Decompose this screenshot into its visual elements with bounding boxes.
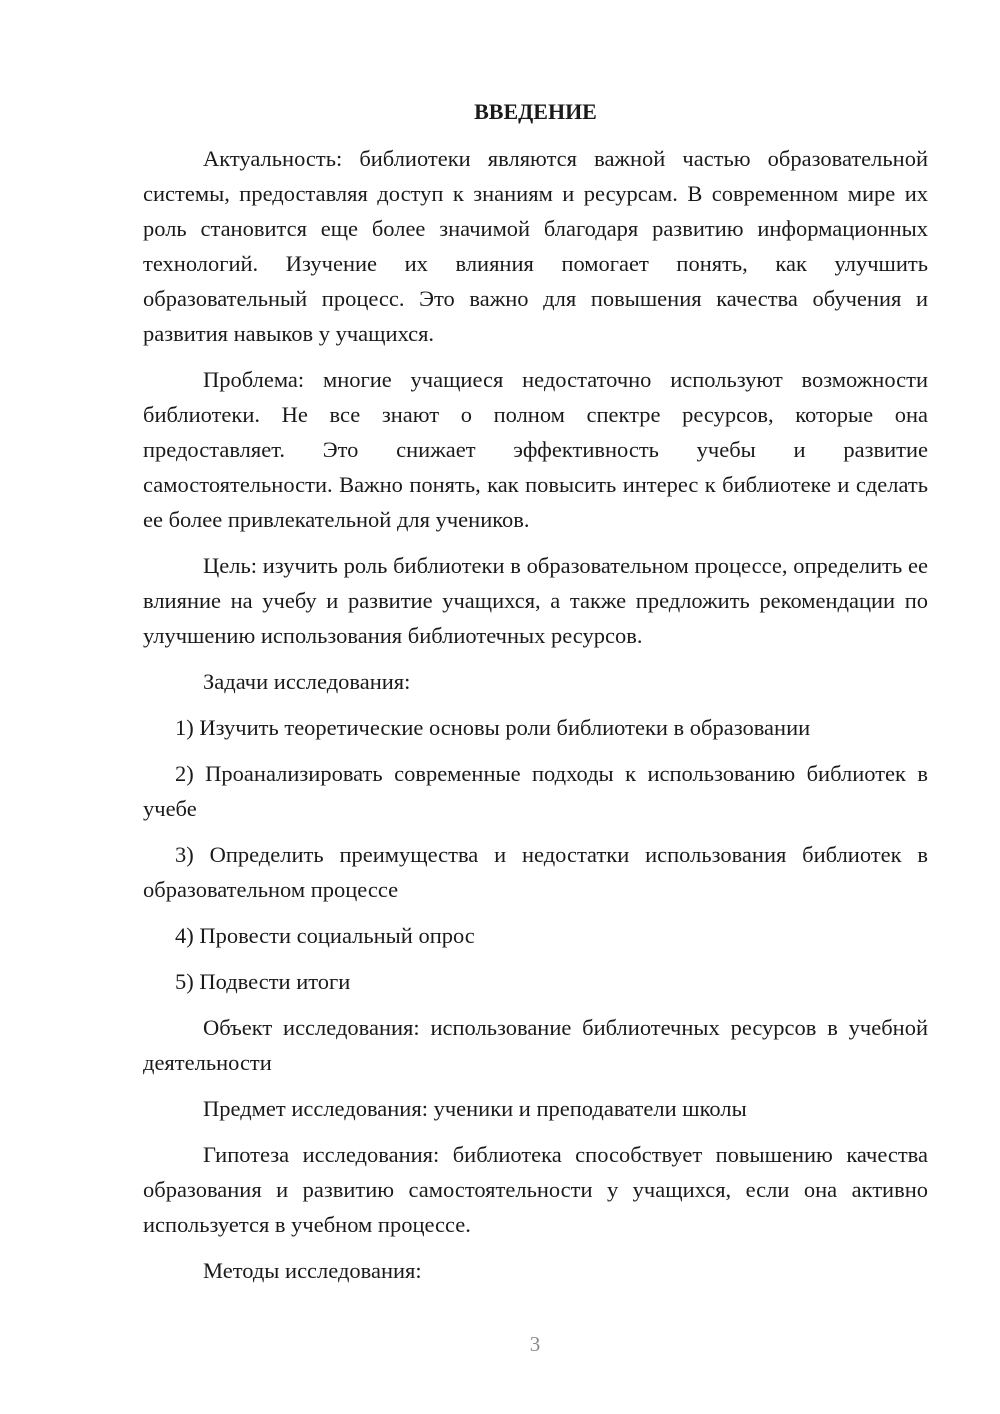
task-item-5: 5) Подвести итоги (175, 969, 351, 994)
hypothesis-paragraph: Гипотеза исследования: библиотека способствует повышению качества образования и развитию самостоятельности у учащихся, если она активно используется в учебном процессе. (143, 1142, 928, 1237)
page-number: 3 (529, 1332, 541, 1356)
problem-paragraph: Проблема: многие учащиеся недостаточно используют возможности библиотеки. Не все знают о полном спектре ресурсов, которые она предоставляет. Это снижает эффективность учебы и развитие самостоятельности. Важно понять, как повысить интерес к библиотеке и сделать ее более привлекательной для учеников. (143, 367, 928, 532)
task-item-4: 4) Провести социальный опрос (175, 923, 475, 948)
task-item-1: 1) Изучить теоретические основы роли библиотеки в образовании (175, 715, 811, 740)
subject-paragraph: Предмет исследования: ученики и преподаватели школы (203, 1096, 747, 1121)
task-item-2: 2) Проанализировать современные подходы к использованию библиотек в учебе (143, 761, 928, 821)
methods-heading: Методы исследования: (203, 1258, 422, 1283)
relevance-paragraph: Актуальность: библиотеки являются важной частью образовательной системы, предоставляя доступ к знаниям и ресурсам. В современном мире их роль становится еще более значимой благодаря развитию информационных технологий. Изучение их влияния помогает понять, как улучшить образовательный процесс. Это важно для повышения качества обучения и развития навыков у учащихся. (143, 146, 928, 346)
object-paragraph: Объект исследования: использование библиотечных ресурсов в учебной деятельности (143, 1015, 928, 1075)
task-item-3: 3) Определить преимущества и недостатки использования библиотек в образовательном процессе (143, 842, 928, 902)
goal-paragraph: Цель: изучить роль библиотеки в образовательном процессе, определить ее влияние на учебу и развитие учащихся, а также предложить рекомендации по улучшению использования библиотечных ресурсов. (143, 553, 928, 648)
page-content (143, 94, 928, 1288)
tasks-heading: Задачи исследования: (203, 669, 411, 694)
section-title: ВВЕДЕНИЕ (474, 99, 597, 124)
